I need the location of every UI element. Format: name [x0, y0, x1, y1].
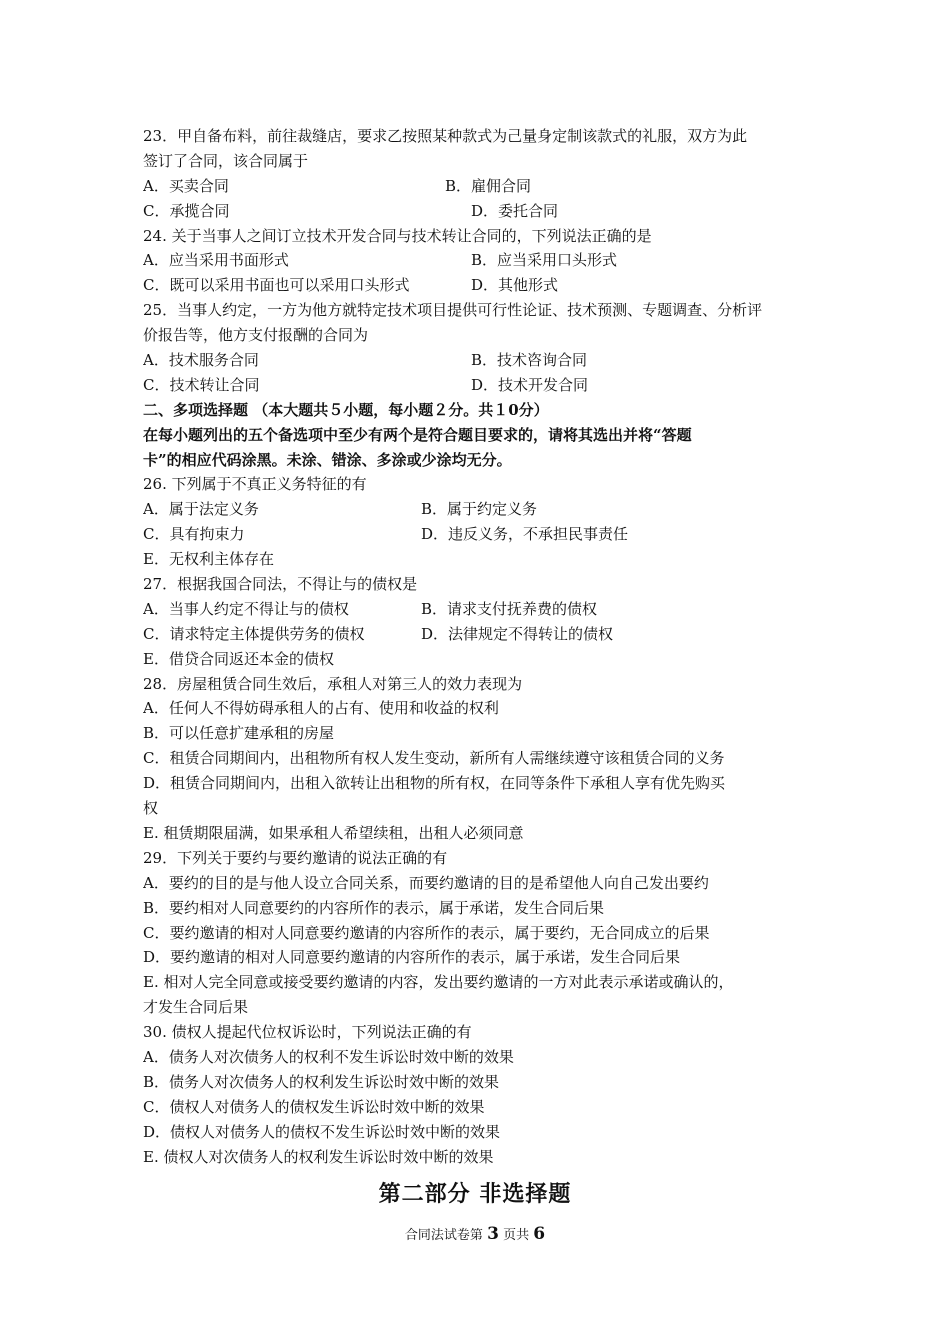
q25-stem-line1: 25．当事人约定，一方为他方就特定技术项目提供可行性论证、技术预测、专题调查、分析评: [143, 301, 763, 320]
q23-option-b: B．雇佣合同: [445, 176, 532, 195]
q26-option-c: C．具有拘束力: [143, 525, 245, 544]
q25-stem-line2: 价报告等，他方支付报酬的合同为: [143, 326, 369, 345]
q29-option-b: B．要约相对人同意要约的内容所作的表示，属于承诺，发生合同后果: [143, 898, 605, 917]
q27-stem: 27．根据我国合同法，不得让与的债权是: [143, 575, 418, 594]
q28-option-d-line1: D．租赁合同期间内，出租入欲转让出租物的所有权，在同等条件下承租人享有优先购买: [143, 774, 726, 793]
q24-stem: 24. 关于当事人之间订立技术开发合同与技术转让合同的，下列说法正确的是: [143, 226, 652, 245]
q23-option-d: D．委托合同: [471, 201, 559, 220]
q23-option-c: C．承揽合同: [143, 201, 230, 220]
q30-option-a: A．债务人对次债务人的权利不发生诉讼时效中断的效果: [143, 1047, 514, 1066]
q28-option-b: B．可以任意扩建承租的房屋: [143, 724, 335, 743]
q26-option-e: E．无权利主体存在: [143, 550, 274, 569]
q28-option-a: A．任何人不得妨碍承租人的占有、使用和收益的权利: [143, 699, 499, 718]
page-footer: [0, 1224, 950, 1244]
q27-option-a: A．当事人约定不得让与的债权: [143, 599, 349, 618]
section2-instructions-line1: 在每小题列出的五个备选项中至少有两个是符合题目要求的，请将其选出并将“答题: [143, 425, 692, 444]
q25-options-cd: [143, 373, 823, 398]
q28-option-d-line2: 权: [143, 799, 159, 818]
q25-option-d: D．技术开发合同: [471, 375, 589, 394]
q26-option-d: D．违反义务，不承担民事责任: [421, 525, 629, 544]
q23-options-cd: [143, 199, 823, 224]
q25-option-c: C．技术转让合同: [143, 375, 260, 394]
q30-option-c: C．债权人对债务人的债权发生诉讼时效中断的效果: [143, 1097, 485, 1116]
footer-middle: 页共: [503, 1228, 530, 1243]
q26-options-ab: [143, 497, 823, 522]
q25-options-ab: [143, 348, 823, 373]
q24-option-d: D．其他形式: [471, 276, 559, 295]
q28-option-e: E. 租赁期限届满，如果承租人希望续租，出租人必须同意: [143, 823, 524, 842]
q26-option-b: B．属于约定义务: [421, 500, 538, 519]
section2-heading: 二、多项选择题 （本大题共５小题，每小题２分。共１0分）: [143, 400, 549, 419]
section2-instructions-line2: 卡”的相应代码涂黑。未涂、错涂、多涂或少涂均无分。: [143, 450, 512, 469]
q29-option-d: D．要约邀请的相对人同意要约邀请的内容所作的表示，属于承诺，发生合同后果: [143, 948, 681, 967]
q29-option-e-line1: E. 相对人完全同意或接受要约邀请的内容，发出要约邀请的一方对此表示承诺或确认的，: [143, 973, 734, 992]
footer-prefix: 合同法试卷第: [404, 1228, 483, 1243]
q27-option-e: E．借贷合同返还本金的债权: [143, 649, 334, 668]
question-list: [143, 124, 823, 1169]
q24-option-c: C．既可以采用书面也可以采用口头形式: [143, 276, 410, 295]
q28-stem: 28．房屋租赁合同生效后，承租人对第三人的效力表现为: [143, 674, 523, 693]
q30-option-e: E. 债权人对次债务人的权利发生诉讼时效中断的效果: [143, 1147, 494, 1166]
q25-option-a: A．技术服务合同: [143, 351, 259, 370]
q30-option-d: D．债权人对债务人的债权不发生诉讼时效中断的效果: [143, 1122, 501, 1141]
q23-options-ab: [143, 174, 823, 199]
q26-stem: 26. 下列属于不真正义务特征的有: [143, 475, 367, 494]
q27-options-ab: [143, 597, 823, 622]
q27-option-c: C．请求特定主体提供劳务的债权: [143, 624, 365, 643]
q27-option-b: B．请求支付抚养费的债权: [421, 599, 598, 618]
q29-stem: 29．下列关于要约与要约邀请的说法正确的有: [143, 848, 448, 867]
q24-option-b: B．应当采用口头形式: [471, 251, 618, 270]
q24-options-cd: [143, 273, 823, 298]
q30-option-b: B．债务人对次债务人的权利发生诉讼时效中断的效果: [143, 1072, 500, 1091]
q27-options-cd: [143, 622, 823, 647]
q28-option-c: C．租赁合同期间内，出租物所有权人发生变动，新所有人需继续遵守该租赁合同的义务: [143, 749, 725, 768]
q23-stem-line1: 23．甲自备布料，前往裁缝店，要求乙按照某种款式为己量身定制该款式的礼服，双方为此: [143, 127, 748, 145]
q25-option-b: B．技术咨询合同: [471, 351, 588, 370]
q23-stem-line2: 签订了合同，该合同属于: [143, 151, 309, 170]
footer-total-pages: 6: [533, 1224, 546, 1244]
q29-option-a: A．要约的目的是与他人设立合同关系，而要约邀请的目的是希望他人向自己发出要约: [143, 873, 709, 892]
q26-option-a: A．属于法定义务: [143, 500, 259, 519]
q29-option-c: C．要约邀请的相对人同意要约邀请的内容所作的表示，属于要约，无合同成立的后果: [143, 923, 710, 942]
q24-options-ab: [143, 248, 823, 273]
q23-option-a: A．买卖合同: [143, 176, 229, 195]
q29-option-e-line2: 才发生合同后果: [143, 998, 249, 1017]
part2-title: 第二部分 非选择题: [378, 1182, 572, 1207]
q26-options-cd: [143, 522, 823, 547]
q24-option-a: A．应当采用书面形式: [143, 251, 289, 270]
footer-page-number: 3: [487, 1224, 499, 1244]
q27-option-d: D．法律规定不得转让的债权: [421, 624, 614, 643]
q30-stem: 30. 债权人提起代位权诉讼时，下列说法正确的有: [143, 1023, 472, 1042]
